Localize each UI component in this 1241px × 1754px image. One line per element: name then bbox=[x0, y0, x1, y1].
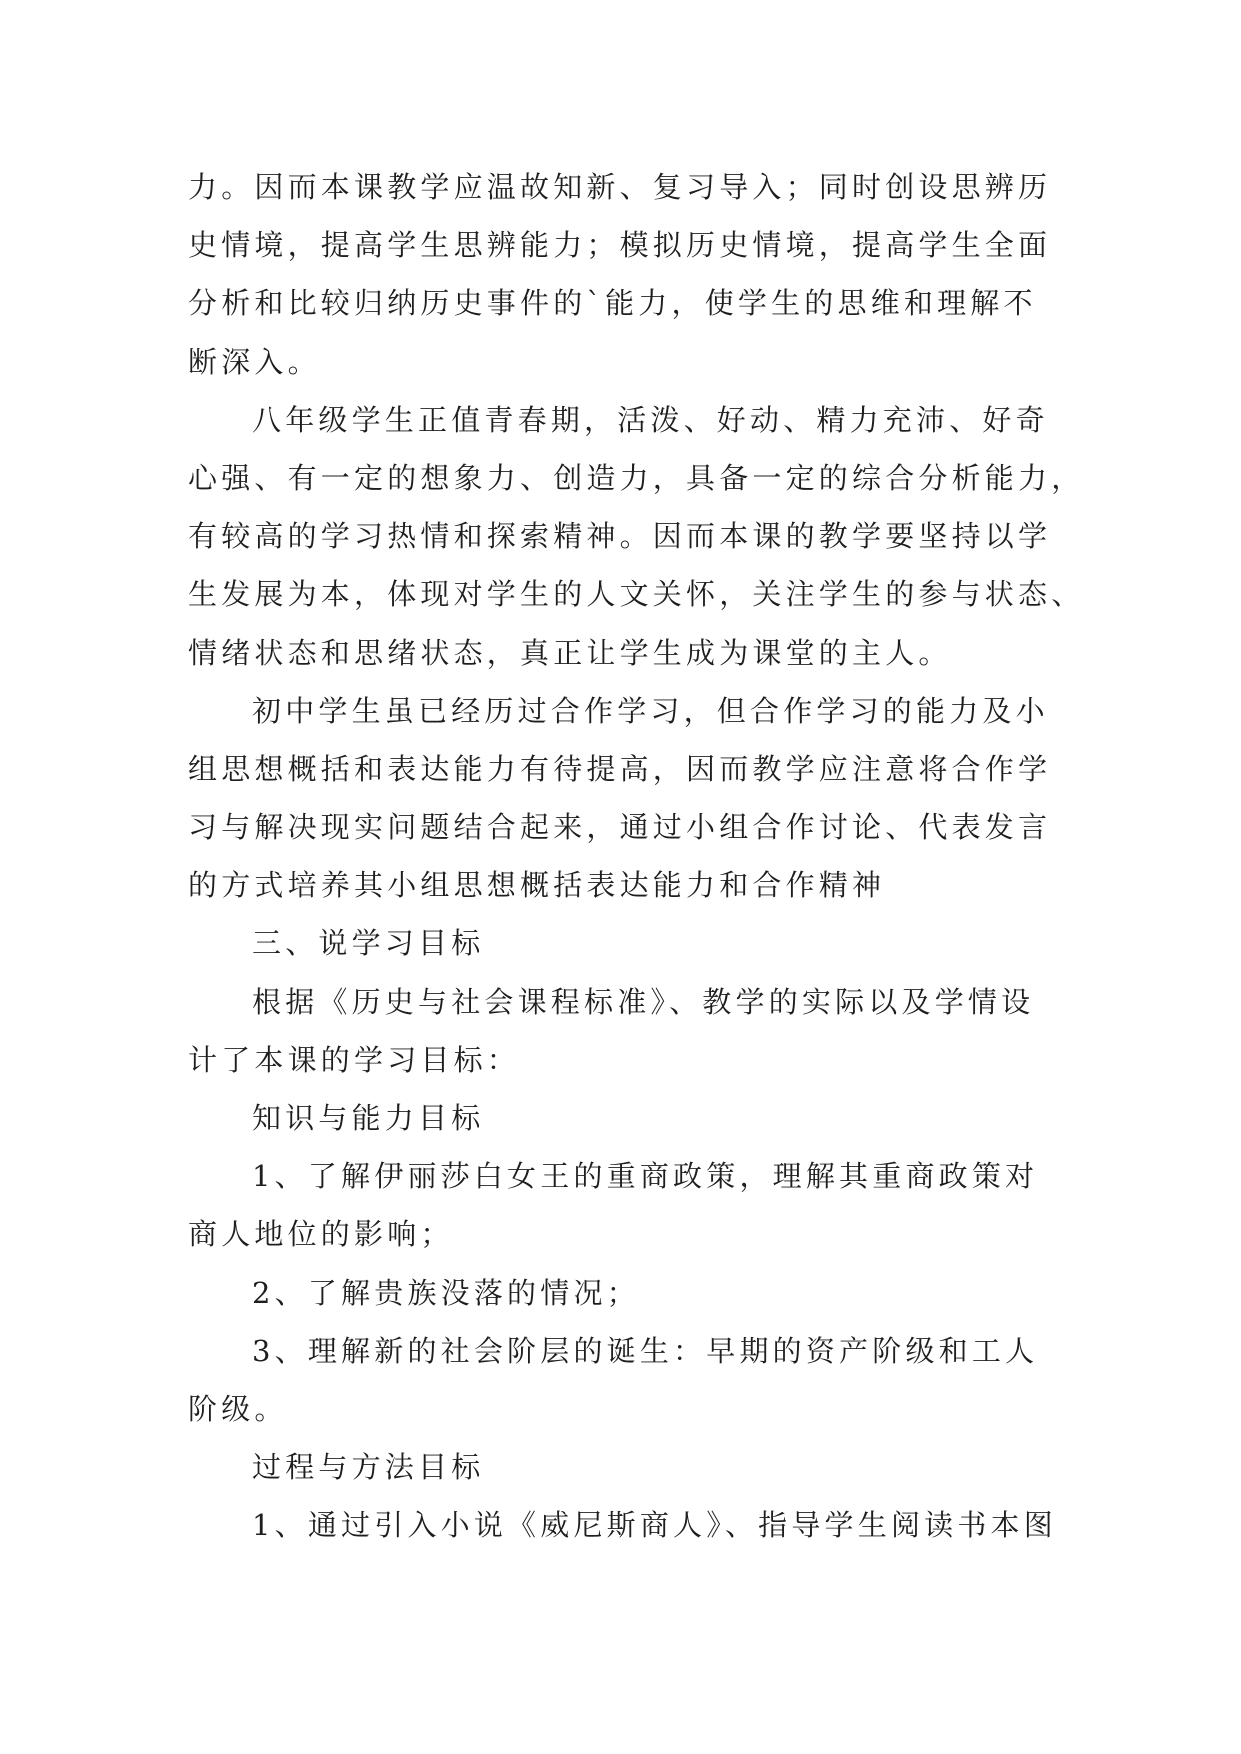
text-line: 心强、有一定的想象力、创造力，具备一定的综合分析能力， bbox=[188, 460, 1085, 495]
text-line: 的方式培养其小组思想概括表达能力和合作精神 bbox=[188, 868, 886, 903]
text-line: 商人地位的影响； bbox=[188, 1217, 454, 1252]
text-line: 阶级。 bbox=[188, 1391, 288, 1426]
subsection-heading: 过程与方法目标 bbox=[252, 1450, 485, 1485]
text-line: 八年级学生正值青春期，活泼、好动、精力充沛、好奇 bbox=[252, 402, 1049, 437]
list-item: 3、理解新的社会阶层的诞生：早期的资产阶级和工人 bbox=[252, 1333, 1039, 1368]
list-item: 2、了解贵族没落的情况； bbox=[252, 1275, 640, 1310]
text-line: 根据《历史与社会课程标准》、教学的实际以及学情设 bbox=[252, 984, 1035, 1019]
text-line: 断深入。 bbox=[188, 344, 321, 379]
text-line: 组思想概括和表达能力有待提高，因而教学应注意将合作学 bbox=[188, 751, 1052, 786]
text-line: 分析和比较归纳历史事件的`能力，使学生的思维和理解不 bbox=[188, 286, 1037, 321]
list-item: 1、通过引入小说《威尼斯商人》、指导学生阅读书本图 bbox=[252, 1508, 1057, 1543]
text-line: 情绪状态和思绪状态，真正让学生成为课堂的主人。 bbox=[188, 635, 952, 670]
list-item: 1、了解伊丽莎白女王的重商政策，理解其重商政策对 bbox=[252, 1159, 1039, 1194]
text-line: 习与解决现实问题结合起来，通过小组合作讨论、代表发言 bbox=[188, 810, 1052, 845]
text-line: 生发展为本，体现对学生的人文关怀，关注学生的参与状态、 bbox=[188, 577, 1085, 612]
section-heading: 三、说学习目标 bbox=[252, 926, 485, 961]
subsection-heading: 知识与能力目标 bbox=[252, 1101, 485, 1135]
document-body bbox=[188, 158, 1085, 1555]
text-line: 初中学生虽已经历过合作学习，但合作学习的能力及小 bbox=[252, 693, 1049, 728]
text-line: 史情境，提高学生思辨能力；模拟历史情境，提高学生全面 bbox=[188, 228, 1052, 263]
text-line: 计了本课的学习目标： bbox=[188, 1042, 521, 1077]
text-line: 力。因而本课教学应温故知新、复习导入；同时创设思辨历 bbox=[188, 170, 1052, 204]
text-line: 有较高的学习热情和探索精神。因而本课的教学要坚持以学 bbox=[188, 519, 1052, 554]
